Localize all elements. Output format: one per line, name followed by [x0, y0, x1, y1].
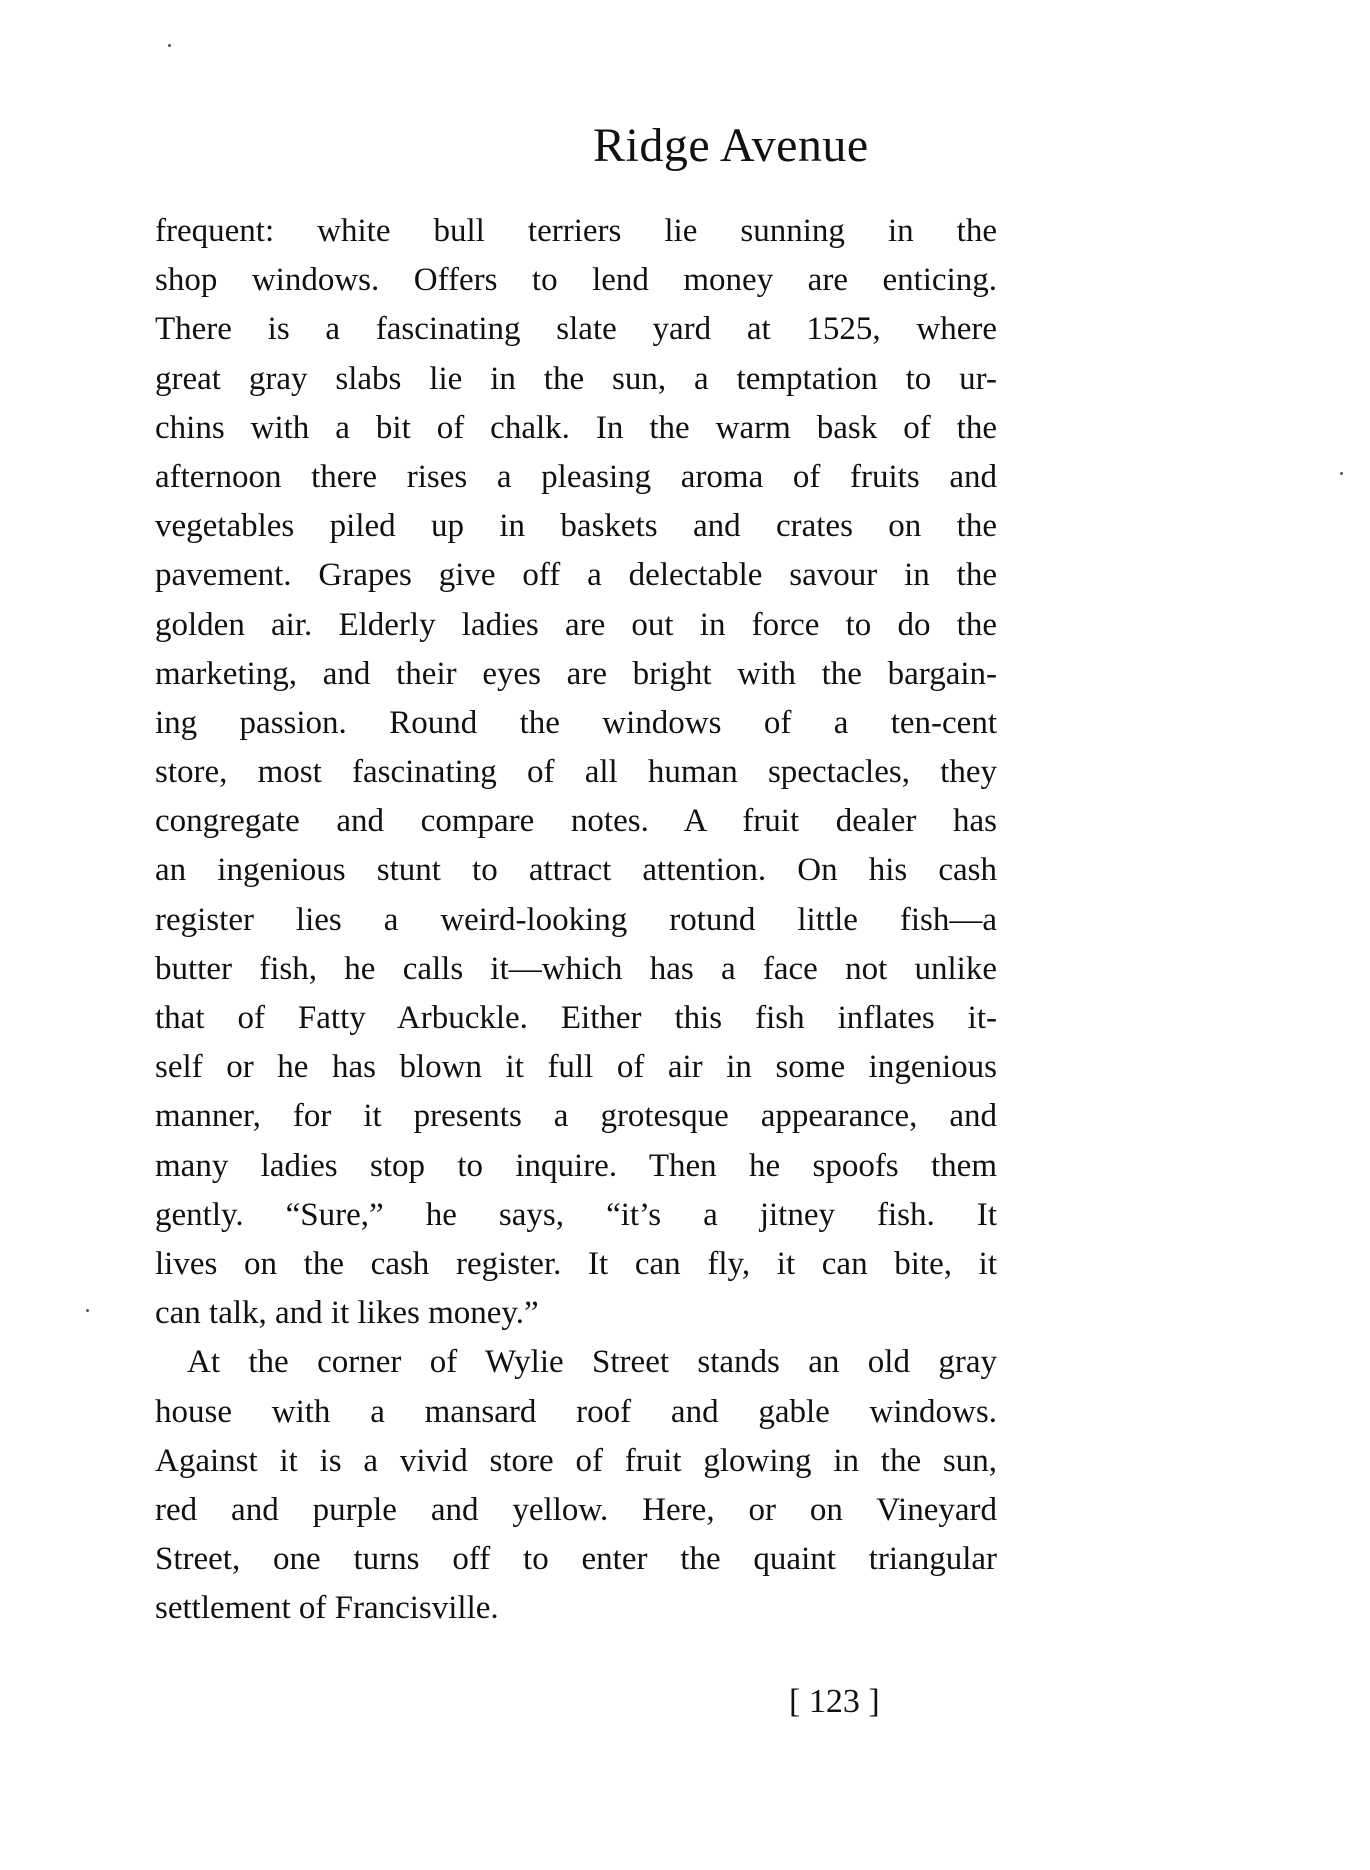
text-line: shop windows. Offers to lend money are enticing. — [155, 262, 997, 299]
text-line: register lies a weird-looking rotund little fish—a — [155, 901, 997, 938]
text-line: red and purple and yellow. Here, or on Vineyard — [155, 1491, 997, 1528]
text-line: settlement of Francisville. — [155, 1590, 499, 1627]
text-line: self or he has blown it full of air in some ingenious — [155, 1049, 997, 1086]
text-line: great gray slabs lie in the sun, a temptation to ur- — [155, 360, 997, 397]
text-line: butter fish, he calls it—which has a face not unlike — [155, 950, 997, 987]
scan-speck — [1340, 472, 1343, 475]
text-line: lives on the cash register. It can fly, it can bite, it — [155, 1245, 997, 1282]
paragraph-2 — [155, 1338, 997, 1633]
text-line: can talk, and it likes money.” — [155, 1295, 539, 1332]
text-line: manner, for it presents a grotesque appearance, and — [155, 1098, 997, 1135]
text-line: Against it is a vivid store of fruit glowing in the sun, — [155, 1442, 997, 1479]
text-line: gently. “Sure,” he says, “it’s a jitney fish. It — [155, 1196, 997, 1233]
text-line: At the corner of Wylie Street stands an old gray — [187, 1344, 997, 1381]
body-text — [155, 207, 997, 1633]
text-line: afternoon there rises a pleasing aroma of fruits and — [155, 458, 997, 495]
text-line: marketing, and their eyes are bright with the bargain- — [155, 655, 997, 692]
text-line: Street, one turns off to enter the quaint triangular — [155, 1541, 997, 1578]
text-line: many ladies stop to inquire. Then he spoofs them — [155, 1147, 997, 1184]
text-line: pavement. Grapes give off a delectable savour in the — [155, 557, 997, 594]
scan-speck — [86, 1309, 89, 1312]
text-line: vegetables piled up in baskets and crates on the — [155, 508, 997, 545]
text-line: frequent: white bull terriers lie sunning in the — [155, 213, 997, 249]
running-head: Ridge Avenue — [593, 119, 869, 172]
text-line: golden air. Elderly ladies are out in force to do the — [155, 606, 997, 643]
text-line: chins with a bit of chalk. In the warm bask of the — [155, 409, 997, 446]
text-line: an ingenious stunt to attract attention. On his cash — [155, 852, 997, 889]
text-line: congregate and compare notes. A fruit dealer has — [155, 803, 997, 840]
text-line: There is a fascinating slate yard at 1525, where — [155, 311, 997, 348]
text-line: that of Fatty Arbuckle. Either this fish inflates it- — [155, 1000, 997, 1036]
text-line: ing passion. Round the windows of a ten-cent — [155, 704, 997, 741]
page-number: [ 123 ] — [789, 1683, 880, 1720]
paragraph-1 — [155, 207, 997, 1338]
text-line: store, most fascinating of all human spectacles, they — [155, 754, 997, 791]
scan-speck — [168, 44, 171, 47]
text-line: house with a mansard roof and gable windows. — [155, 1393, 997, 1430]
